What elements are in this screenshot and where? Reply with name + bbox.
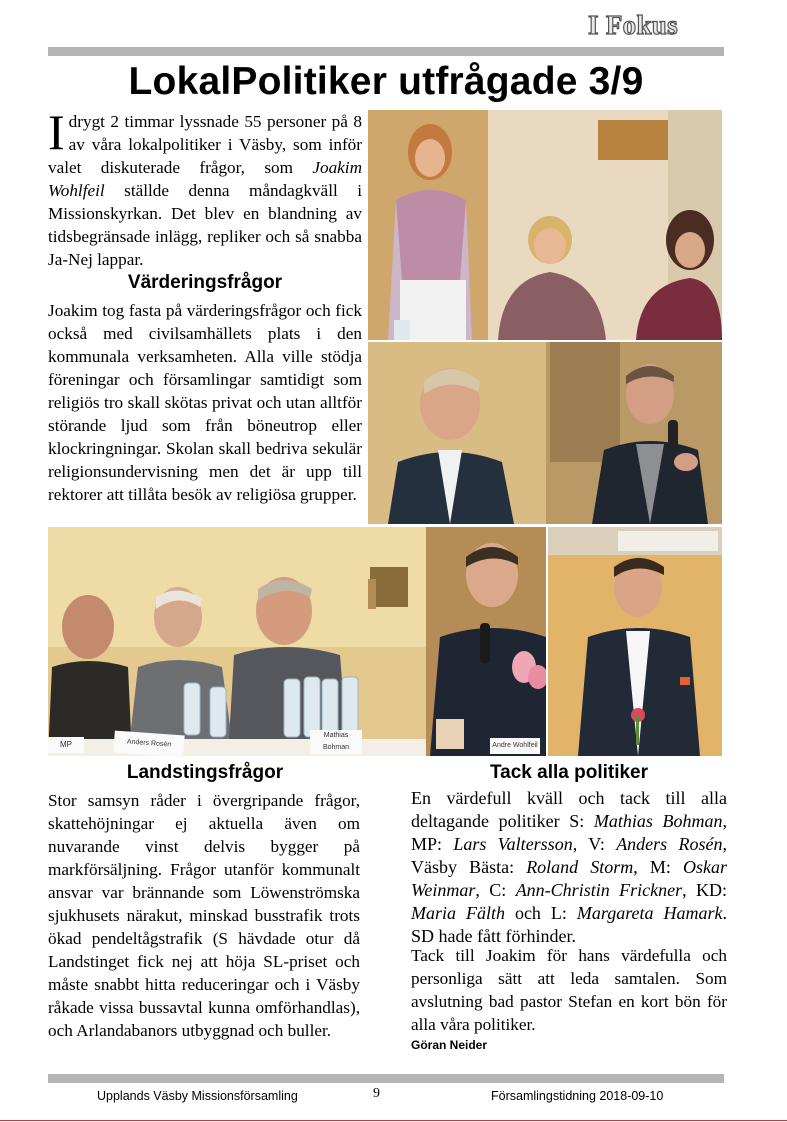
page-bottom-line [0, 1120, 787, 1121]
nameplate-mp: MP [48, 737, 84, 753]
photo-panel-table [48, 527, 546, 756]
thanks-paragraph: En värdefull kväll och tack till alla deltagande politiker S: Mathias Bohman, MP: Lars Valtersson, V: Anders Rosén, Väsby Bästa: Roland Storm, M: Oskar Weinmar, C: Ann-Christin Frickner, KD: Maria Fälth och L: Margareta Hamark. SD hade fått förhinder. [411, 788, 728, 946]
section-text-vardering: Joakim tog fasta på värderingsfrågor och fick också med civilsamhällets plats i den kommunala verksamheten. Alla ville stödja föreningar och församlingar samtidigt som religiös tro skall skötas privat och utan alltför störande ljud som från böneutrop eller klockringningar. Skolan skall bedriva sekulär religionsundervisning men det är upp till rektorer att tillåta besök av religiösa grupper. [48, 301, 362, 504]
nameplate-anders-rosen: Anders Rosén [113, 731, 184, 758]
politician-name: Margareta Hamark [576, 903, 723, 923]
section-heading-landsting: Landstingsfrågor [126, 762, 284, 783]
moderator-name: Joakim Wohlfeil [48, 158, 362, 200]
photo-men-panel [368, 342, 722, 524]
nameplate-mathias-bohman: Mathias Bohman [310, 730, 362, 754]
footer-rule [48, 1074, 724, 1083]
politician-name: Roland Storm [526, 857, 634, 877]
section-heading-tack: Tack alla politiker [489, 762, 649, 783]
section-heading-vardering: Värderingsfrågor [127, 272, 283, 293]
footer-right: Församlingstidning 2018-09-10 [491, 1089, 664, 1103]
section-text-landsting: Stor samsyn råder i övergripande frågor, skattehöjningar ej aktuella även om nuvarande vinst delvis bygger på markförsäljning. Frågor utanför kommunalt ansvar var brännande som Löwenströmska sjukhusets närakut, minskad busstrafik trots ökad pendeltågstrafik (S hävdade otur då Landstinget fick nej att höja SL-priset och måste snabbt hitta reduceringar och i Väsby råkade vissa bussavtal kunna omförhandlas), och Arlandabanors utbyggnad och buller. [48, 791, 360, 1040]
drop-cap: I [48, 104, 65, 160]
politician-name: Lars Valtersson [453, 834, 573, 854]
politician-name: Anders Rosén [616, 834, 723, 854]
page-number: 9 [373, 1086, 380, 1101]
nameplate-wohlfeil: Andre Wohlfeil [490, 738, 540, 754]
header-rule [48, 47, 724, 56]
footer-left: Upplands Väsby Missionsförsamling [97, 1089, 298, 1103]
article-headline: LokalPolitiker utfrågade 3/9 [128, 60, 644, 103]
photo-women-panel [368, 110, 722, 340]
politician-name: Maria Fälth [411, 903, 505, 923]
photo-man-with-rose [548, 527, 722, 756]
intro-paragraph: I drygt 2 timmar lyssnade 55 personer på 8 av våra lokalpolitiker i Väsby, som inför valet diskuterade frågor, som Joakim Wohlfeil ställde denna måndagkväll i Missionskyrkan. Det blev en blandning av tidsbegränsade inlägg, repliker och så snabba Ja-Nej lappar. [48, 104, 362, 269]
politician-name: Mathias Bohman [593, 811, 723, 831]
section-label: I Fokus [588, 10, 678, 40]
byline: Göran Neider [411, 1038, 488, 1052]
politician-name: Ann-Christin Frickner [515, 880, 683, 900]
closing-paragraph: Tack till Joakim för hans värdefulla och personliga sätt att leda samtalen. Som avslutning bad pastor Stefan en kort bön för alla våra politiker. [411, 946, 727, 1034]
politician-name: Oskar Weinmar [411, 857, 727, 900]
